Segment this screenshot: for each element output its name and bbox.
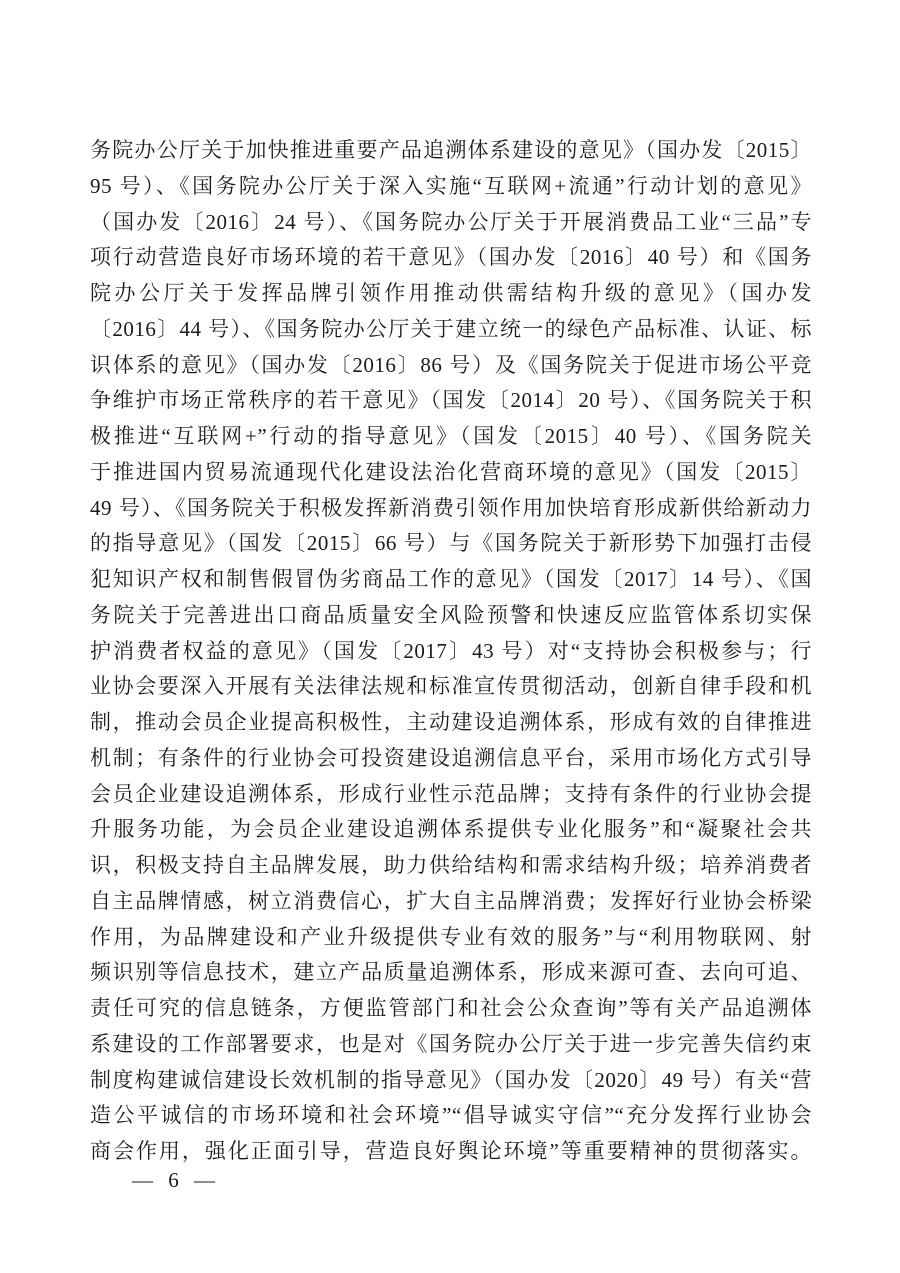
- text-line: 业协会要深入开展有关法律法规和标准宣传贯彻活动，创新自律手段和机: [90, 674, 812, 699]
- text-line: 〔2016〕44 号）、《国务院办公厅关于建立统一的绿色产品标准、认证、标: [90, 316, 812, 341]
- text-line: 务院办公厅关于加快推进重要产品追溯体系建设的意见》（国办发〔2015〕: [90, 138, 812, 162]
- body-text: [90, 133, 812, 1170]
- text-line: 作用，为品牌建设和产业升级提供专业有效的服务”与“利用物联网、射: [90, 924, 812, 949]
- text-line: 犯知识产权和制售假冒伪劣商品工作的意见》（国发〔2017〕14 号）、《国: [90, 567, 812, 591]
- text-line: 商会作用，强化正面引导，营造良好舆论环境”等重要精神的贯彻落实。: [90, 1139, 812, 1163]
- text-line: 49 号）、《国务院关于积极发挥新消费引领作用加快培育形成新供给新动力: [90, 495, 812, 520]
- text-line: 极推进“互联网+”行动的指导意见》（国发〔2015〕40 号）、《国务院关: [90, 424, 812, 448]
- text-line: 制，推动会员企业提高积极性，主动建设追溯体系，形成有效的自律推进: [90, 710, 812, 734]
- text-line: 升服务功能，为会员企业建设追溯体系提供专业化服务”和“凝聚社会共: [90, 817, 812, 842]
- text-line: 院办公厅关于发挥品牌引领作用推动供需结构升级的意见》（国办发: [90, 281, 812, 305]
- text-line: 识，积极支持自主品牌发展，助力供给结构和需求结构升级；培养消费者: [90, 853, 812, 877]
- text-line: 频识别等信息技术，建立产品质量追溯体系，形成来源可查、去向可追、: [90, 960, 812, 985]
- text-line: 自主品牌情感，树立消费信心，扩大自主品牌消费；发挥好行业协会桥梁: [90, 888, 812, 913]
- text-line: 会员企业建设追溯体系，形成行业性示范品牌；支持有条件的行业协会提: [90, 781, 812, 806]
- text-line: 造公平诚信的市场环境和社会环境”“倡导诚实守信”“充分发挥行业协会: [90, 1103, 812, 1128]
- text-line: 务院关于完善进出口商品质量安全风险预警和快速反应监管体系切实保: [90, 602, 812, 627]
- text-line: 识体系的意见》（国办发〔2016〕86 号）及《国务院关于促进市场公平竞: [90, 352, 812, 377]
- text-line: 于推进国内贸易流通现代化建设法治化营商环境的意见》（国发〔2015〕: [90, 459, 812, 484]
- text-line: 争维护市场正常秩序的若干意见》（国发〔2014〕20 号）、《国务院关于积: [90, 388, 812, 413]
- text-line: 的指导意见》（国发〔2015〕66 号）与《国务院关于新形势下加强打击侵: [90, 531, 812, 556]
- text-line: 机制；有条件的行业协会可投资建设追溯信息平台，采用市场化方式引导: [90, 745, 812, 770]
- text-line: 系建设的工作部署要求，也是对《国务院办公厅关于进一步完善失信约束: [90, 1031, 812, 1056]
- text-line: 护消费者权益的意见》（国发〔2017〕43 号）对“支持协会积极参与；行: [90, 638, 812, 663]
- text-line: （国办发〔2016〕24 号）、《国务院办公厅关于开展消费品工业“三品”专: [90, 209, 812, 234]
- text-line: 项行动营造良好市场环境的若干意见》（国办发〔2016〕40 号）和《国务: [90, 245, 812, 270]
- text-line: 95 号）、《国务院办公厅关于深入实施“互联网+流通”行动计划的意见》: [90, 173, 812, 198]
- text-line: 责任可究的信息链条，方便监管部门和社会公众查询”等有关产品追溯体: [90, 996, 812, 1020]
- page-number: — 6 —: [132, 1168, 220, 1192]
- text-line: 制度构建诚信建设长效机制的指导意见》（国办发〔2020〕49 号）有关“营: [90, 1067, 812, 1092]
